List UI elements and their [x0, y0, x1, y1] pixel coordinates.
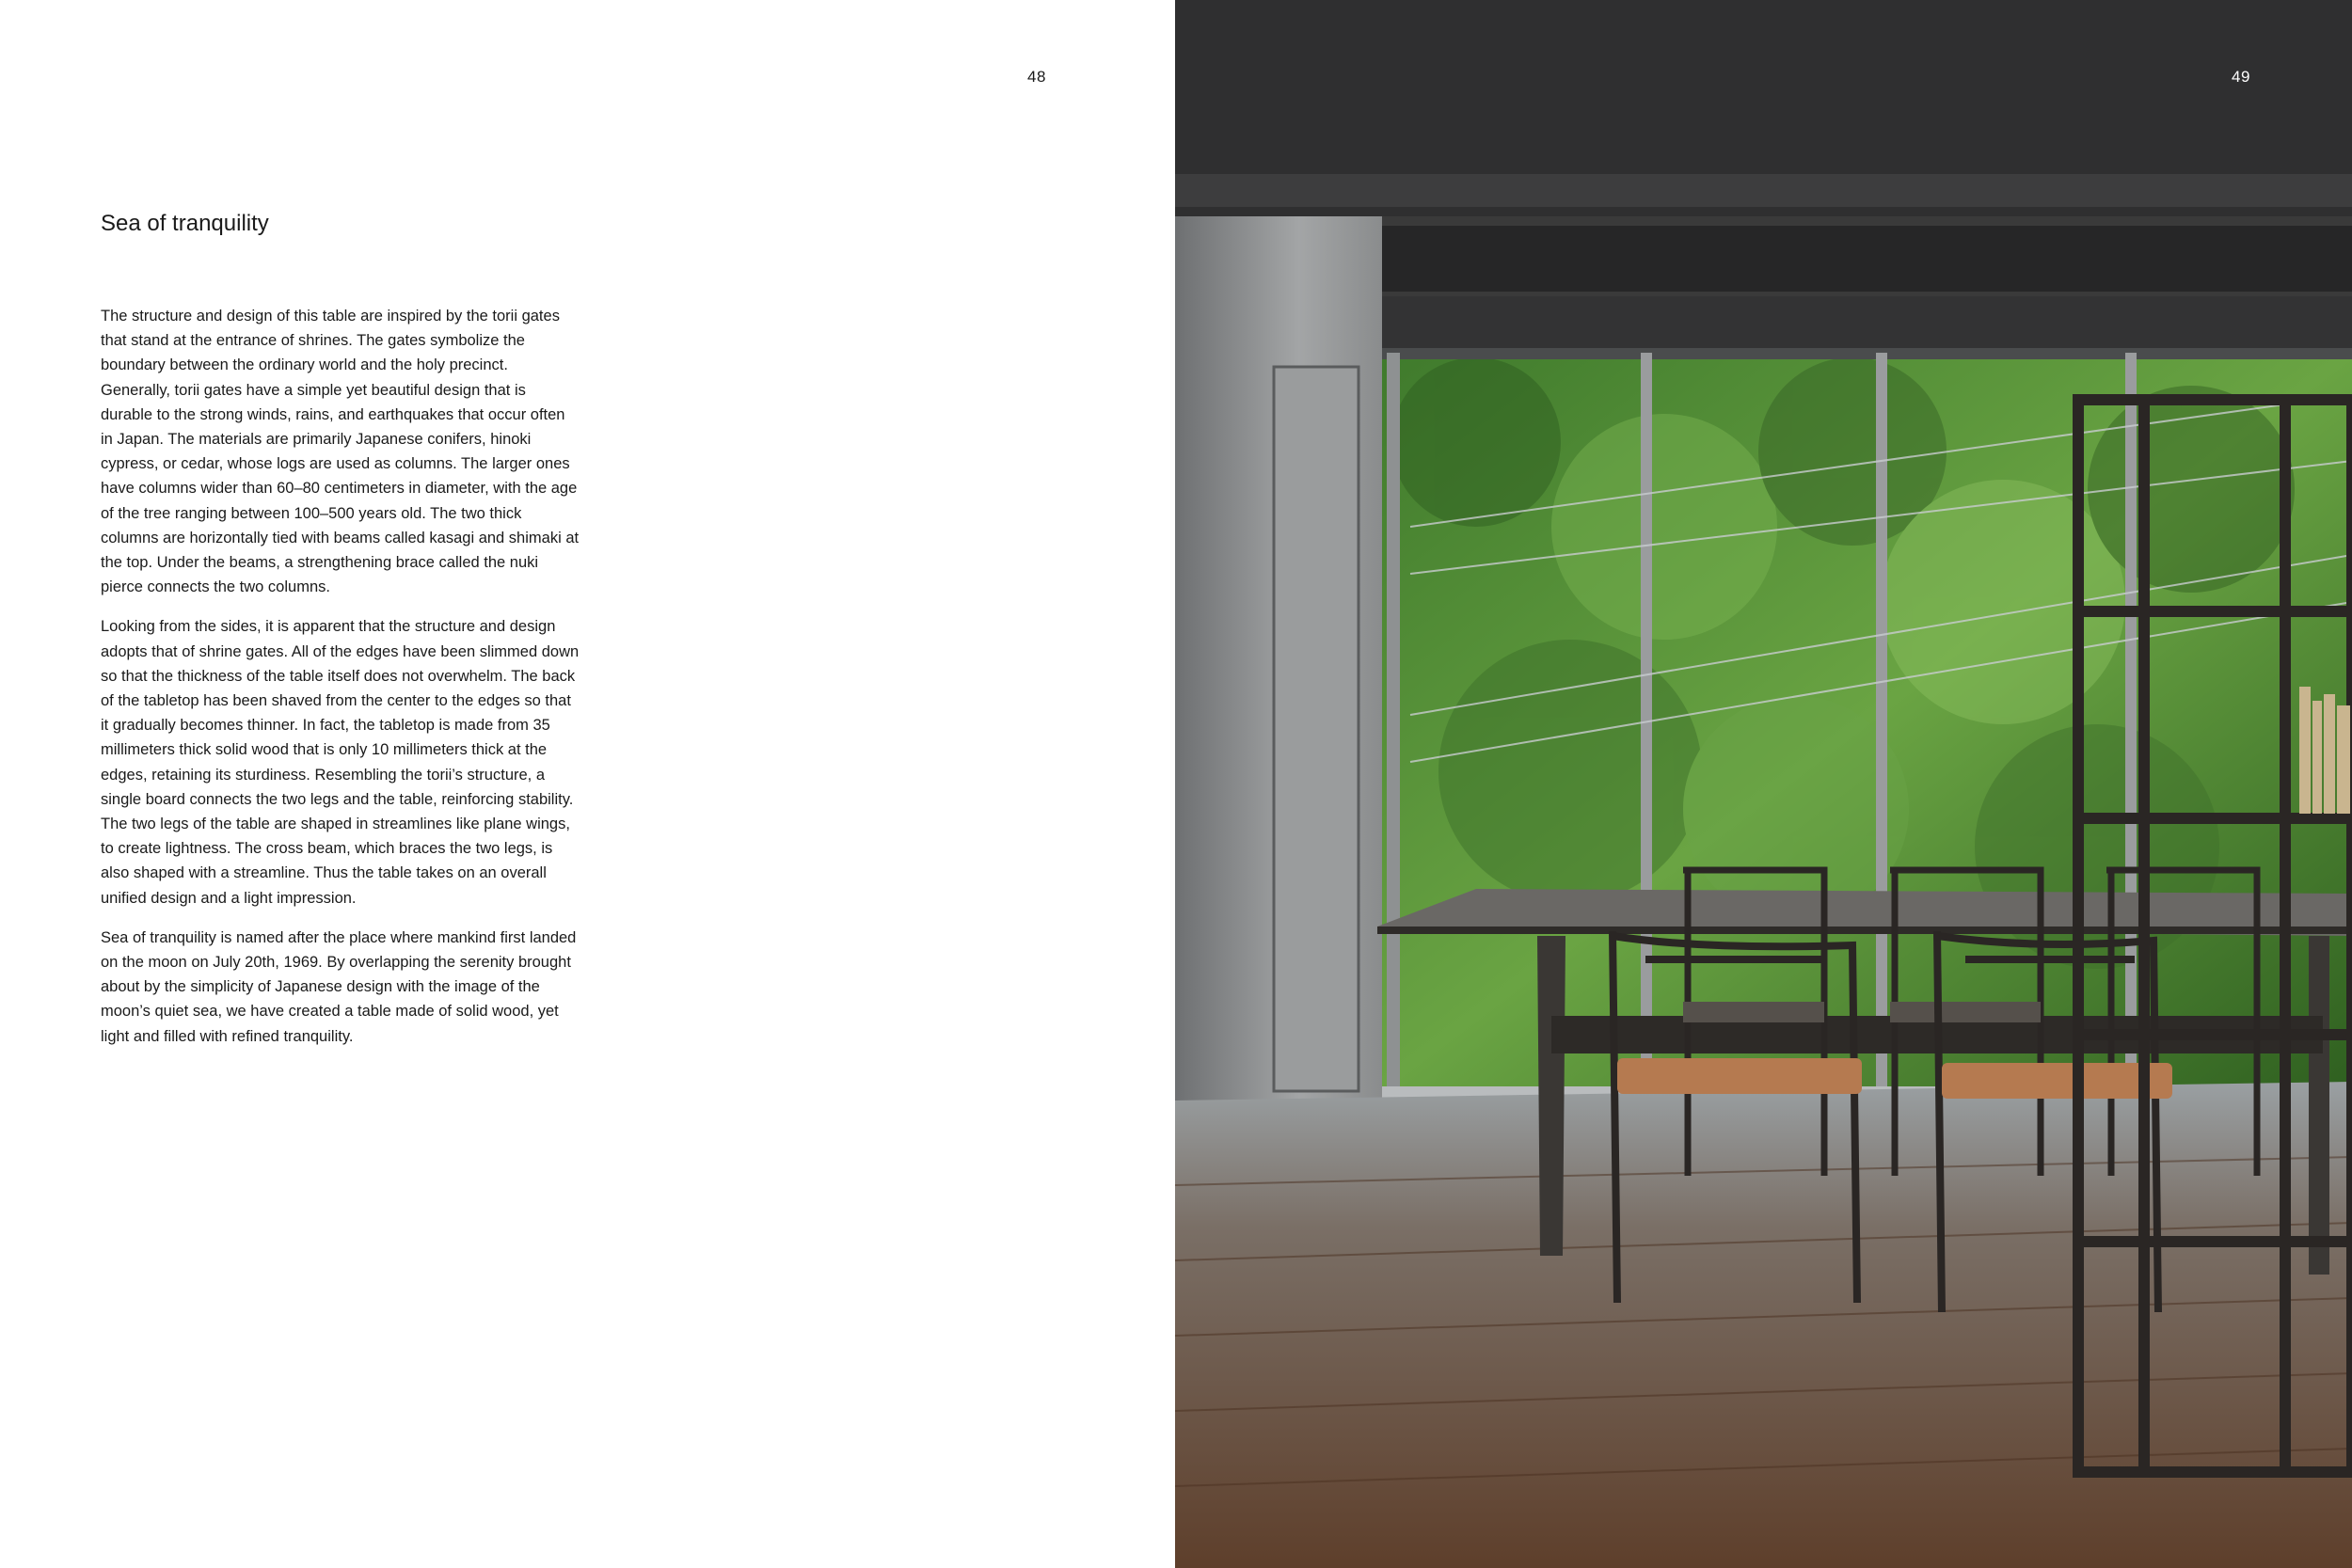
seat-cushion-right: [1942, 1063, 2172, 1099]
dining-room-illustration: [1175, 0, 2352, 1568]
interior-photo: [1175, 0, 2352, 1568]
body-paragraph-3: Sea of tranquility is named after the place where mankind first landed on the moon on July 20th, 1969. By overlapping the serenity brought about by the simplicity of Japanese design with the image of the moon’s quiet sea, we have created a table made of solid wood, yet light and filled with refined tranquility.: [101, 928, 577, 1045]
window-mullion-1: [1387, 353, 1400, 1096]
body-paragraph-1: The structure and design of this table are inspired by the torii gates that stand at the entrance of shrines. The gates symbolize the boundary between the ordinary world and the holy precinct. Generally, torii gates have a simple yet beautiful design that is durable to the strong winds, rains, and earthquakes that occur often in Japan. The materials are primarily Japanese conifers, hinoki cypress, or cedar, whose logs are used as columns. The larger ones have columns wider than 60–80 centimeters in diameter, with the age of the tree ranging between 100–500 years old. The two thick columns are horizontally tied with beams called kasagi and shimaki at the top. Under the beams, a strengthening brace called the nuki pierce connects the two columns.: [101, 308, 580, 596]
window-mullion-4: [2125, 353, 2137, 1096]
body-paragraph-2: Looking from the sides, it is apparent that the structure and design adopts that of shrine gates. All of the edges have been slimmed down so that the thickness of the table itself does not overwhelm. The back of the tabletop has been shaved from the center to the edges so that it gradually becomes thinner. In fact, the tabletop is made from 35 millimeters thick solid wood that is only 10 millimeters thick at the edges, retaining its sturdiness. Resembling the torii’s structure, a single board connects the two legs and the table, reinforcing stability. The two legs of the table are shaped in streamlines like plane wings, to create lightness. The cross beam, which braces the two legs, is also shaped with a streamline. Thus the table takes on an overall unified design and a light impression.: [101, 618, 580, 907]
window-mullion-3: [1876, 353, 1887, 1096]
article-body: [101, 304, 580, 1064]
article-title: Sea of tranquility: [101, 211, 269, 236]
table-leg-left: [1537, 936, 1565, 1256]
wall-door-panel: [1274, 367, 1359, 1091]
ceiling-beam-3: [1363, 296, 2352, 348]
page-number-left: 48: [1027, 68, 1046, 86]
window-mullion-2: [1641, 353, 1652, 1096]
page-number-right: 49: [2232, 68, 2250, 86]
window-frame-top: [1382, 348, 2352, 359]
table-top-edge: [1377, 927, 2352, 934]
table-leg-right: [2309, 936, 2329, 1275]
wood-floor: [1175, 1082, 2352, 1568]
left-page: [0, 0, 1175, 1568]
ceiling-beam-2: [1213, 226, 2352, 292]
ceiling-beam-1: [1175, 174, 2352, 207]
seat-cushion-left: [1617, 1058, 1862, 1094]
shelf-books: [2299, 687, 2350, 814]
